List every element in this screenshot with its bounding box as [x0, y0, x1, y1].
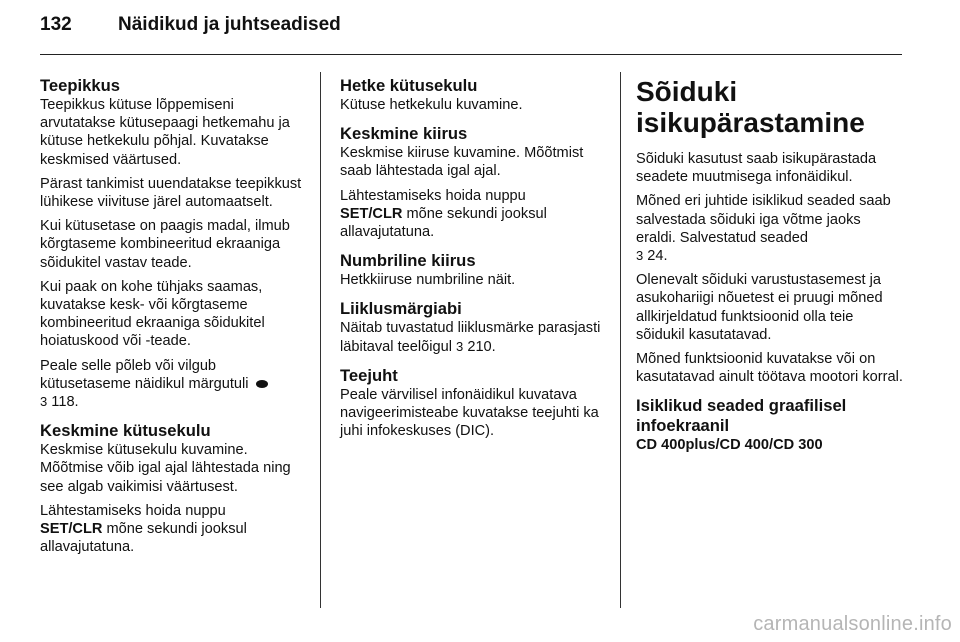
button-name-set-clr: SET/CLR	[340, 205, 403, 222]
page-reference-icon: 3	[40, 394, 48, 410]
paragraph: Mõned funktsioonid kuvatakse või on kasutatavad ainult töötava mootori korral.	[636, 351, 903, 386]
paragraph: Pärast tankimist uuendatakse teepikkust lühikese viivituse järel automaatselt.	[40, 175, 302, 211]
paragraph: Sõiduki kasutust saab isikupärastada seadete muutmisega infonäidikul.	[636, 151, 877, 186]
model-subheading: CD 400plus/CD 400/CD 300	[636, 437, 823, 454]
paragraph: Teepikkus kütuse lõppemiseni arvutatakse kütusepaagi hetkemahu ja kütuse hetkekulu põhjal. Kuvatakse keskmised väärtused.	[40, 97, 290, 168]
page-reference-icon: 3	[636, 248, 644, 264]
fuel-warning-light-icon	[256, 380, 268, 388]
section-heading-teepikkus: Teepikkus	[40, 76, 120, 95]
chapter-title: Sõiduki isikupärastamine	[636, 76, 865, 138]
paragraph: Kütuse hetkekulu kuvamine.	[340, 97, 523, 113]
paragraph: Keskmise kiiruse kuvamine. Mõõtmist saab lähtestada igal ajal.	[340, 145, 584, 180]
page-header	[40, 14, 341, 44]
page-reference-icon: 3	[456, 338, 464, 354]
page-reference-link[interactable]: 210.	[467, 338, 496, 355]
paragraph: Kui paak on kohe tühjaks saamas, kuvatakse kesk- või kõrgtaseme kombineeritud ekraaniga sõidukitel hoiatuskood või -teade.	[40, 278, 265, 350]
paragraph: Lähtestamiseks hoida nuppu SET/CLR mõne sekundi jooksul allavajutatuna.	[40, 502, 247, 556]
section-heading-liiklusmargiabi: Liiklusmärgiabi	[340, 299, 462, 319]
paragraph: Peale värvilisel infonäidikul kuvatava navigeerimisteabe kuvatakse teejuhti ka juhi infokeskuses (DIC).	[340, 386, 599, 440]
paragraph: Mõned eri juhtide isiklikud seaded saab salvestada sõiduki iga võtme jaoks eraldi. Salvestatud seaded 3 24.	[636, 193, 891, 265]
paragraph: Kui kütusetase on paagis madal, ilmub kõrgtaseme kombineeritud ekraaniga sõidukitel vastav teade.	[40, 218, 290, 271]
section-heading-keskmine-kutusekulu: Keskmine kütusekulu	[40, 421, 211, 441]
column-2	[340, 76, 608, 446]
button-name-set-clr: SET/CLR	[40, 521, 103, 538]
page-reference-link[interactable]: 24.	[647, 248, 668, 265]
section-heading-numbriline-kiirus: Numbriline kiirus	[340, 251, 476, 271]
section-heading-teejuht: Teejuht	[340, 365, 398, 385]
section-heading-isiklikud-seaded: Isiklikud seaded graafilisel infoekraanil	[636, 396, 847, 436]
page-reference-link[interactable]: 118.	[51, 394, 79, 411]
paragraph: Keskmise kütusekulu kuvamine. Mõõtmise võib igal ajal lähtestada ning see algab vaikimisi väärtusest.	[40, 442, 291, 495]
paragraph: Peale selle põleb või vilgub kütusetaseme näidikul märgutuli 3 118.	[40, 357, 308, 412]
paragraph: Hetkkiiruse numbriline näit.	[340, 272, 516, 289]
header-title: Näidikud ja juhtseadised	[118, 14, 341, 35]
page-number: 132	[40, 14, 72, 35]
column-1	[40, 76, 308, 562]
paragraph: Lähtestamiseks hoida nuppu SET/CLR mõne sekundi jooksul allavajutatuna.	[340, 187, 547, 241]
header-rule	[40, 54, 902, 55]
watermark: carmanualsonline.info	[753, 613, 952, 635]
section-heading-keskmine-kiirus: Keskmine kiirus	[340, 124, 468, 144]
paragraph: Näitab tuvastatud liiklusmärke parasjasti läbitaval teelõigul 3 210.	[340, 320, 601, 355]
column-3	[636, 76, 904, 455]
column-divider	[620, 72, 621, 608]
section-heading-hetke-kutusekulu: Hetke kütusekulu	[340, 76, 478, 95]
column-divider	[320, 72, 321, 608]
paragraph: Olenevalt sõiduki varustustasemest ja asukohariigi nõuetest ei pruugi mõned allkirjeldatud funktsioonid olla teie sõidukil kasutatavad.	[636, 272, 883, 343]
